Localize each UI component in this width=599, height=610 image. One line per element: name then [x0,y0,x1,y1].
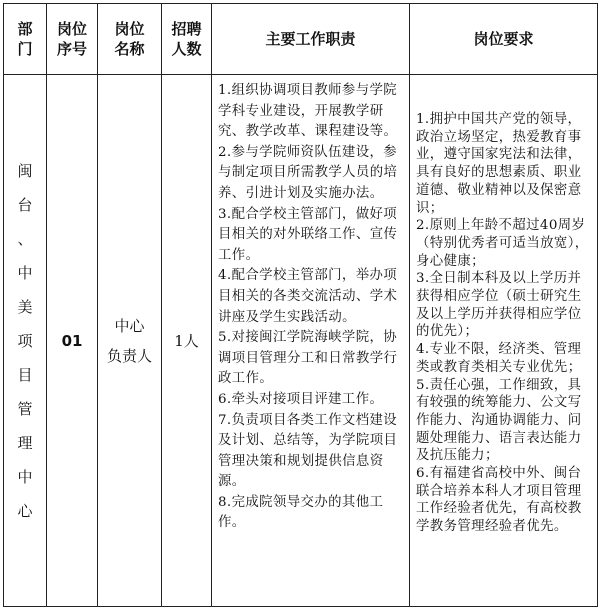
requirement-item: 2.原则上年龄不超过40周岁（特别优秀者可适当放宽），身心健康； [416,218,589,269]
dept-char: 美 [17,297,33,316]
duty-item: 7.负责项目各类工作文档建设及计划、总结等，为学院项目管理决策和规划提供信息资源。 [218,412,398,490]
requirement-item: 1.拥护中国共产党的领导，政治立场坚定，热爱教育事业，遵守国家宪法和法律，具有良好的思想素质、职业道德、敬业精神以及保密意识； [416,112,582,216]
header-reqs: 岗位要求 [410,4,598,75]
seq-cell: 01 [47,75,98,607]
header-dept [4,4,47,75]
position-name-line-2: 负责人 [106,346,152,365]
header-dept-stack [4,19,46,59]
header-name-line-2: 名称 [114,40,145,58]
header-seq-line-2: 序号 [56,40,87,58]
duty-item: 4.配合学校主管部门，举办项目相关的各类交流活动、学术讲座及学生实践活动。 [218,268,398,325]
job-row [4,75,598,607]
header-seq [47,4,98,75]
requirements-cell [410,75,598,607]
header-count-line-2: 人数 [171,40,202,58]
duty-item: 5.对接闽江学院海峡学院，协调项目管理分工和日常教学行政工作。 [218,330,398,387]
duty-item: 2.参与学院师资队伍建设，参与制定项目所需教学人员的培养、引进计划及实施办法。 [218,144,398,201]
duty-item: 8.完成院领导交办的其他工作。 [218,494,384,531]
requirement-item: 6.有福建省高校中外、闽台联合培养本科人才项目管理工作经验者优先，有高校教学教务管理经验者优先。 [416,466,582,535]
header-duties: 主要工作职责 [212,4,410,75]
position-name-cell [98,75,162,607]
dept-char: 中 [17,263,33,282]
position-name-line-1: 中心 [114,316,145,335]
duty-item: 1.组织协调项目教师参与学院学科专业建设，开展教学研究、教学改革、课程建设等。 [218,83,398,140]
dept-char: 闽 [17,161,33,180]
header-dept-char-1: 部 [17,20,33,38]
header-row [4,4,598,75]
header-count-line-1: 招聘 [171,20,202,38]
dept-char: 项 [17,331,33,350]
dept-char: 目 [17,365,33,384]
dept-char: 管 [17,399,33,418]
headcount-cell: 1人 [162,75,212,607]
dept-char: 心 [17,501,33,520]
header-name [98,4,162,75]
header-name-line-1: 岗位 [114,20,145,38]
dept-char: 、 [17,229,33,248]
job-posting-table [3,3,598,607]
dept-char: 中 [17,467,33,486]
dept-cell [4,75,47,607]
dept-name-vertical [4,154,46,528]
duties-cell [212,75,410,607]
duty-item: 3.配合学校主管部门，做好项目相关的对外联络工作、宣传工作。 [218,206,398,263]
header-dept-char-2: 门 [17,40,33,58]
requirement-item: 4.专业不限，经济类、管理类或教育类相关专业优先； [416,342,582,375]
dept-char: 理 [17,433,33,452]
header-seq-line-1: 岗位 [56,20,87,38]
requirement-item: 3.全日制本科及以上学历并获得相应学位（硕士研究生及以上学历并获得相应学位的优先）； [416,271,582,340]
header-count [162,4,212,75]
requirement-item: 5.责任心强，工作细致，具有较强的统筹能力、公文写作能力、沟通协调能力、问题处理能力、语言表达能力及抗压能力； [416,377,582,464]
duty-item: 6.牵头对接项目评建工作。 [218,391,384,407]
dept-char: 台 [17,195,33,214]
